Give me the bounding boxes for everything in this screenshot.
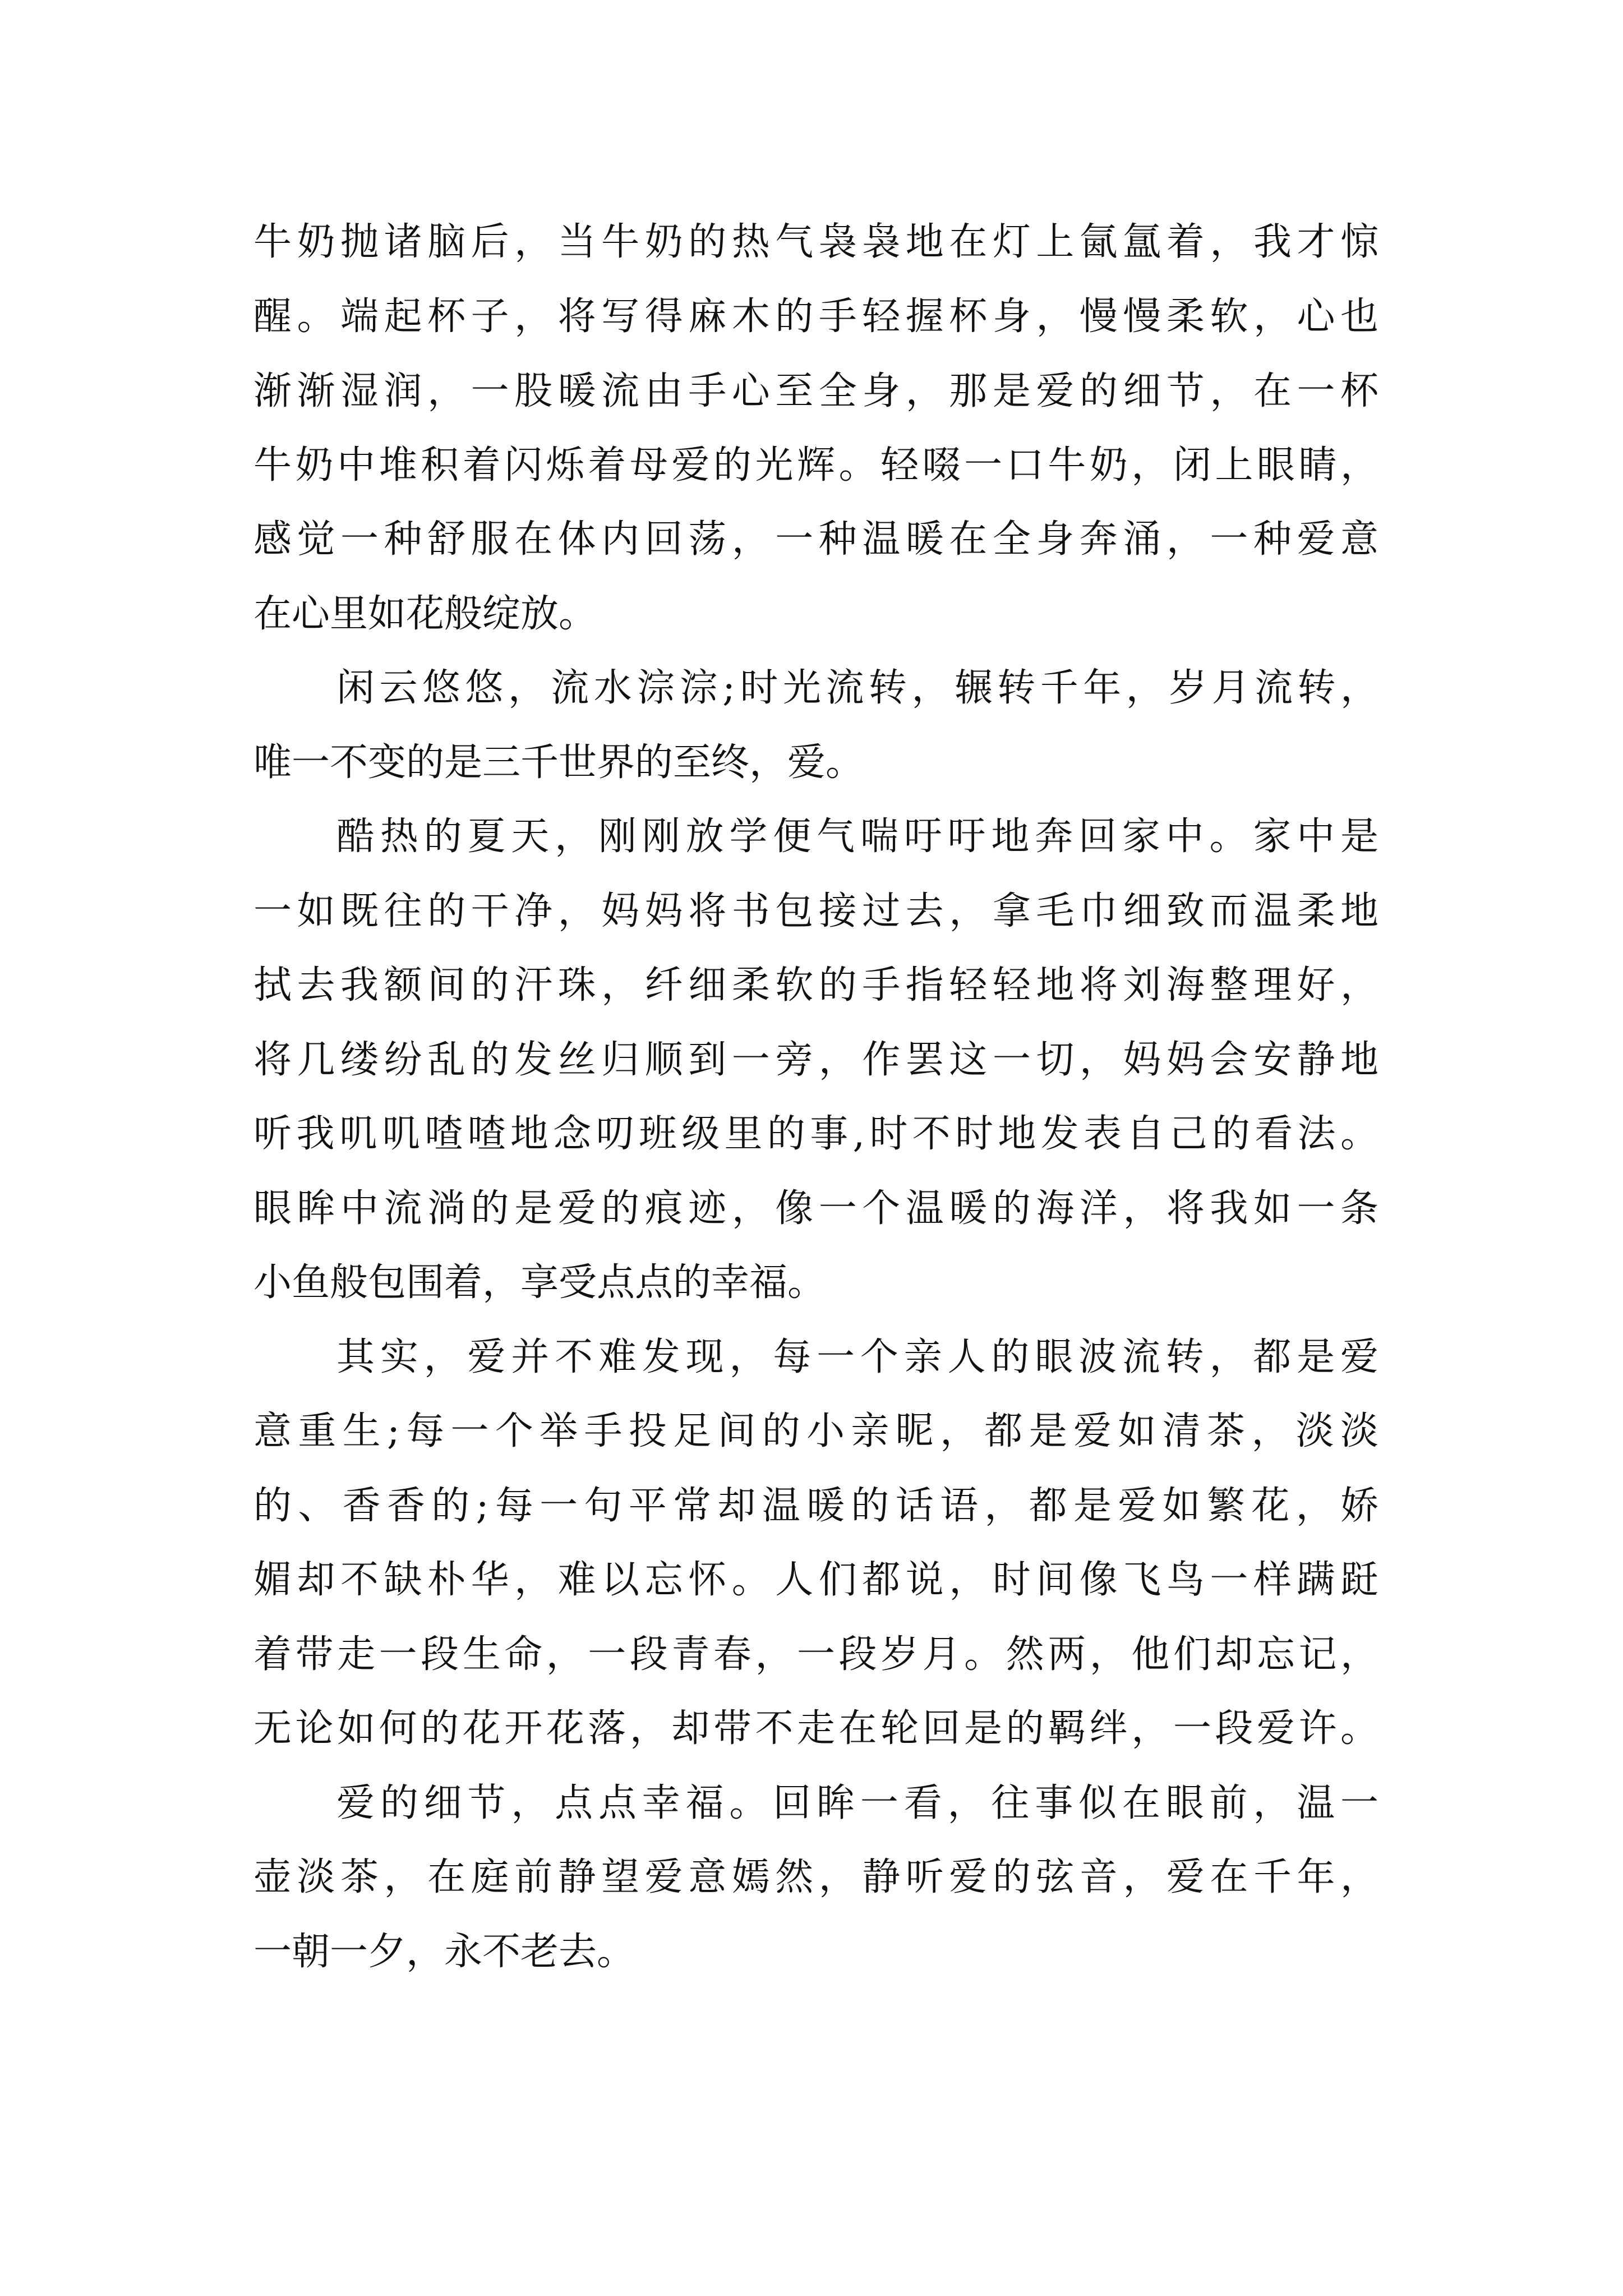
paragraph-3-line-5: 听我叽叽喳喳地念叨班级里的事,时不时地发表自己的看法。 [253, 1112, 1378, 1156]
paragraph-1-line-3: 渐渐湿润，一股暖流由手心至全身，那是爱的细节，在一杯 [253, 369, 1378, 413]
paragraph-1-line-1: 牛奶抛诸脑后，当牛奶的热气袅袅地在灯上氤氲着，我才惊 [253, 220, 1378, 264]
paragraph-4-line-3: 的、香香的;每一句平常却温暖的话语，都是爱如繁花，娇 [253, 1484, 1378, 1528]
paragraph-4-line-5: 着带走一段生命，一段青春，一段岁月。然两，他们却忘记， [253, 1632, 1378, 1677]
paragraph-1-line-6: 在心里如花般绽放。 [253, 592, 597, 636]
paragraph-4-line-2: 意重生;每一个举手投足间的小亲昵，都是爱如清茶，淡淡 [253, 1409, 1378, 1453]
paragraph-1-line-5: 感觉一种舒服在体内回荡，一种温暖在全身奔涌，一种爱意 [253, 517, 1378, 562]
paragraph-5-line-1: 爱的细节，点点幸福。回眸一看，往事似在眼前，温一 [336, 1781, 1378, 1825]
paragraph-1-line-2: 醒。端起杯子，将写得麻木的手轻握杯身，慢慢柔软，心也 [253, 295, 1378, 339]
paragraph-3-line-1: 酷热的夏天，刚刚放学便气喘吁吁地奔回家中。家中是 [336, 815, 1378, 859]
paragraph-2-line-2: 唯一不变的是三千世界的至终，爱。 [253, 740, 864, 785]
paragraph-5-line-2: 壶淡茶，在庭前静望爱意嫣然，静听爱的弦音，爱在千年， [253, 1855, 1378, 1899]
paragraph-3-line-2: 一如既往的干净，妈妈将书包接过去，拿毛巾细致而温柔地 [253, 889, 1378, 933]
paragraph-5-line-3: 一朝一夕，永不老去。 [253, 1930, 635, 1974]
paragraph-3-line-7: 小鱼般包围着，享受点点的幸福。 [253, 1260, 826, 1305]
paragraph-4-line-4: 媚却不缺朴华，难以忘怀。人们都说，时间像飞鸟一样蹒跹 [253, 1558, 1378, 1602]
paragraph-1-line-4: 牛奶中堆积着闪烁着母爱的光辉。轻啜一口牛奶，闭上眼睛， [253, 443, 1378, 487]
paragraph-3-line-4: 将几缕纷乱的发丝归顺到一旁，作罢这一切，妈妈会安静地 [253, 1038, 1378, 1082]
paragraph-4-line-6: 无论如何的花开花落，却带不走在轮回是的羁绊，一段爱许。 [253, 1706, 1378, 1751]
paragraph-3-line-3: 拭去我额间的汗珠，纤细柔软的手指轻轻地将刘海整理好， [253, 963, 1378, 1007]
paragraph-4-line-1: 其实，爱并不难发现，每一个亲人的眼波流转，都是爱 [336, 1335, 1378, 1379]
paragraph-3-line-6: 眼眸中流淌的是爱的痕迹，像一个温暖的海洋，将我如一条 [253, 1186, 1378, 1231]
paragraph-2-line-1: 闲云悠悠，流水淙淙;时光流转，辗转千年，岁月流转， [336, 666, 1378, 710]
